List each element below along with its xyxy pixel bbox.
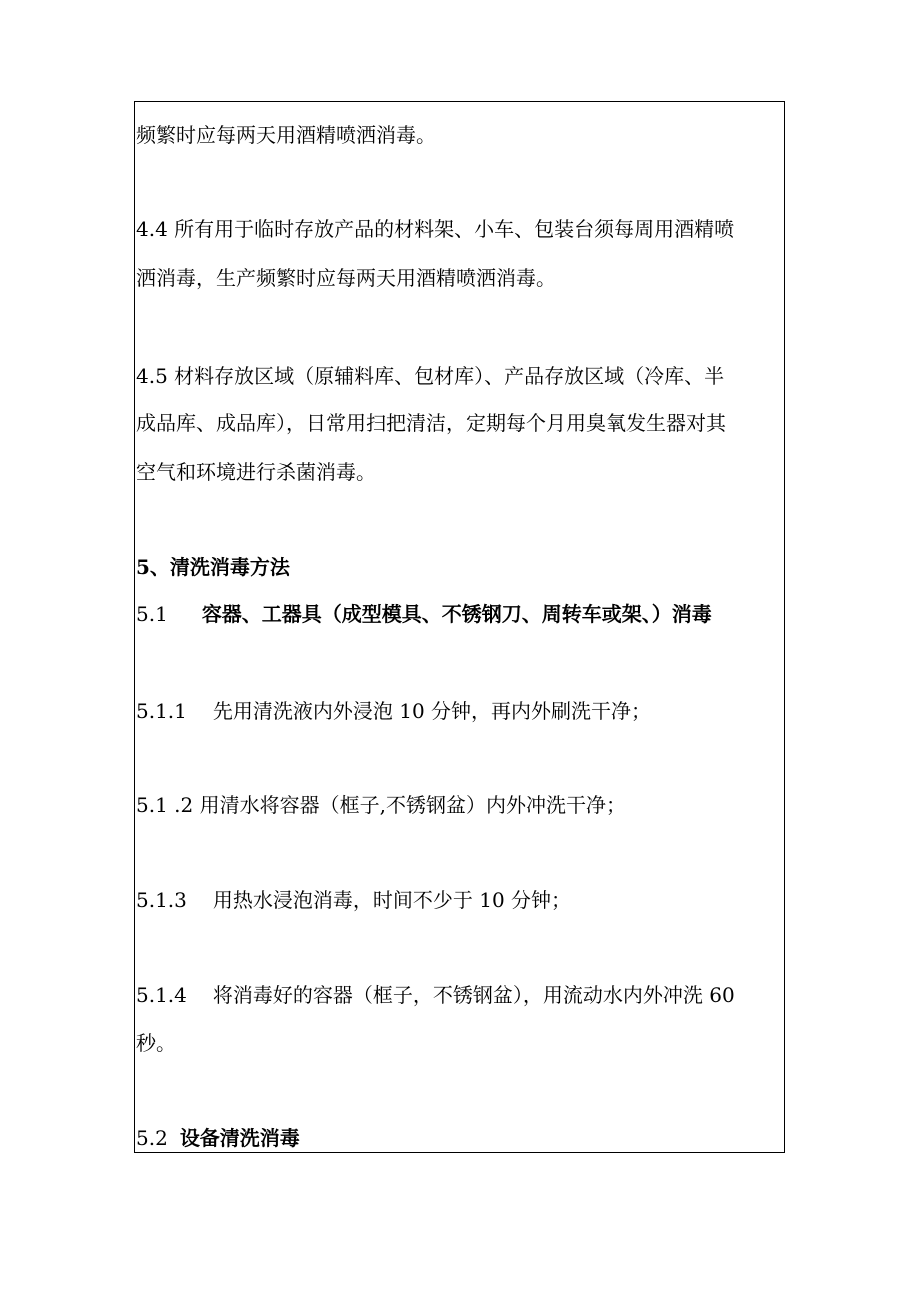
item-number: 5.1.3 (136, 888, 187, 912)
paragraph-4-4-line-1: 4.4 所有用于临时存放产品的材料架、小车、包装台须每周用酒精喷 (136, 217, 735, 241)
subsection-heading-5-2 (136, 1124, 782, 1152)
item-5-1-3 (136, 886, 782, 914)
subsection-title: 容器、工器具（成型模具、不锈钢刀、周转车或架、）消毒 (201, 602, 712, 626)
subsection-title: 设备清洗消毒 (179, 1126, 300, 1150)
subsection-number: 5.2 (136, 1126, 168, 1150)
item-5-1-2: 5.1 .2 用清水将容器（框子,不锈钢盆）内外冲洗干净； (136, 793, 626, 817)
paragraph-4-5-line-2: 成品库、成品库），日常用扫把清洁，定期每个月用臭氧发生器对其 (136, 411, 726, 435)
item-number: 5.1.1 (136, 699, 187, 723)
paragraph-4-5-line-3: 空气和环境进行杀菌消毒。 (136, 460, 376, 484)
paragraph-continuation: 频繁时应每两天用酒精喷洒消毒。 (136, 123, 436, 147)
subsection-heading-5-1 (136, 600, 782, 628)
item-text: 用热水浸泡消毒，时间不少于 10 分钟； (212, 888, 572, 912)
item-5-1-4-line-2: 秒。 (136, 1031, 176, 1055)
paragraph-4-4-line-2: 洒消毒，生产频繁时应每两天用酒精喷洒消毒。 (136, 266, 556, 290)
subsection-number: 5.1 (136, 602, 168, 626)
item-5-1-4-line-1 (136, 981, 782, 1009)
item-text: 先用清洗液内外浸泡 10 分钟，再内外刷洗干净； (212, 699, 652, 723)
item-5-1-1 (136, 697, 782, 725)
section-heading-5: 5、清洗消毒方法 (136, 555, 290, 579)
paragraph-4-5-line-1: 4.5 材料存放区域（原辅料库、包材库）、产品存放区域（冷库、半 (136, 364, 725, 388)
item-text: 将消毒好的容器（框子，不锈钢盆），用流动水内外冲洗 60 (212, 983, 735, 1007)
item-number: 5.1.4 (136, 983, 187, 1007)
